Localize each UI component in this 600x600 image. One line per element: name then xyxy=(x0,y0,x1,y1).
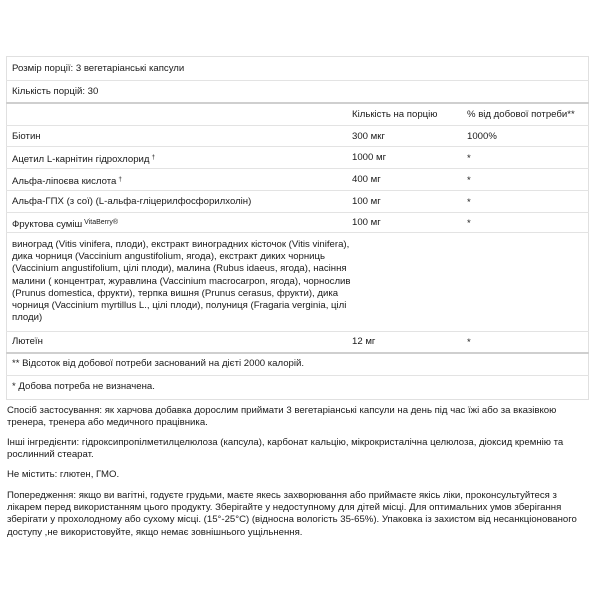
footnote-not-established: * Добова потреба не визначена. xyxy=(12,381,155,392)
row-name: Фруктова суміш xyxy=(12,219,83,230)
row-dv: 1000% xyxy=(467,131,497,142)
header-daily-value: % від добової потреби** xyxy=(467,109,575,120)
servings-per-container: Кількість порцій: 30 xyxy=(12,86,99,97)
serving-size: Розмір порції: 3 вегетаріанські капсули xyxy=(12,63,185,74)
divider xyxy=(6,102,589,104)
row-name: Альфа-ГПХ (з сої) (L-альфа-гліцерилфосфорилхолін) xyxy=(12,196,252,207)
table-row-label xyxy=(12,174,122,188)
divider xyxy=(6,190,589,191)
blend-description: виноград (Vitis vinifera, плоди), екстракт виноградних кісточок (Vitis vinifera), дика чорниця (Vaccinium angustifolium, ягода), екстракт диких чорниць (Vaccinium angustifolium, цілі плоди), малина (Rubus idaeus, ягода), насіння малини ( концентрат, журавлина (Vaccinium macrocarpon, ягода), чорнослив (Prunus domestica, фрукти), терпка вишня (Prunus cerasus, фрукти), дика чорниця (Vaccinium myrtillus L., цілі плоди), полуниця (Fragaria verginia, цілі плоди) xyxy=(12,239,351,324)
warnings-text: Попередження: якщо ви вагітні, годуєте грудьми, маєте якесь захворювання або приймаєте якісь ліки, проконсультуйтеся з лікарем перед використанням цього продукту. Зберігайте у недоступному для дітей місці. Для оптимальних умов зберігання зберігати у прохолодному або сухому місці. (15°-25°C) (відносна вологість 35-65%). Упаковка із захистом від несанкціонованого доступу ,не використовуйте, якщо немає зовнішнього ущільнення. xyxy=(7,490,577,538)
divider xyxy=(6,125,589,126)
row-name: Лютеїн xyxy=(12,336,43,347)
dagger-mark: † xyxy=(151,154,156,161)
row-name: Біотин xyxy=(12,131,41,142)
row-dv: * xyxy=(467,197,471,208)
divider xyxy=(6,232,589,233)
divider xyxy=(6,352,589,354)
dagger-mark: † xyxy=(118,176,122,183)
other-ingredients-text: Інші інгредієнти: гідроксипропілметилцелюлоза (капсула), карбонат кальцію, мікрокристалічна целюлоза, діоксид кремнію та рослинний стеарат. xyxy=(7,437,564,461)
free-of-text: Не містить: глютен, ГМО. xyxy=(7,469,120,480)
divider xyxy=(6,168,589,169)
row-amount: 400 мг xyxy=(352,174,381,185)
row-dv: * xyxy=(467,153,471,164)
row-dv: * xyxy=(467,218,471,229)
divider xyxy=(6,375,589,376)
row-amount: 300 мкг xyxy=(352,131,385,142)
table-row-label xyxy=(12,217,118,231)
row-amount: 12 мг xyxy=(352,336,376,347)
row-name: Ацетил L-карнітин гідрохлорид xyxy=(12,154,150,165)
usage-text: Спосіб застосування: як харчова добавка дорослим приймати 3 вегетаріанські капсули на день під час їжі або за вказівкою тренера, тренера або медичного працівника. xyxy=(7,405,557,429)
divider xyxy=(6,331,589,332)
divider xyxy=(6,146,589,147)
row-name: Альфа-ліпоєва кислота xyxy=(12,176,117,187)
row-amount: 100 мг xyxy=(352,196,381,207)
row-amount: 100 мг xyxy=(352,217,381,228)
row-dv: * xyxy=(467,175,471,186)
header-amount: Кількість на порцію xyxy=(352,109,438,120)
brand-mark: VitaBerry® xyxy=(84,219,118,226)
footnote-dv-basis: ** Відсоток від добової потреби заснований на дієті 2000 калорій. xyxy=(12,358,305,369)
table-row-label xyxy=(12,152,155,166)
divider xyxy=(6,212,589,213)
row-dv: * xyxy=(467,337,471,348)
divider xyxy=(6,80,589,81)
row-amount: 1000 мг xyxy=(352,152,387,163)
